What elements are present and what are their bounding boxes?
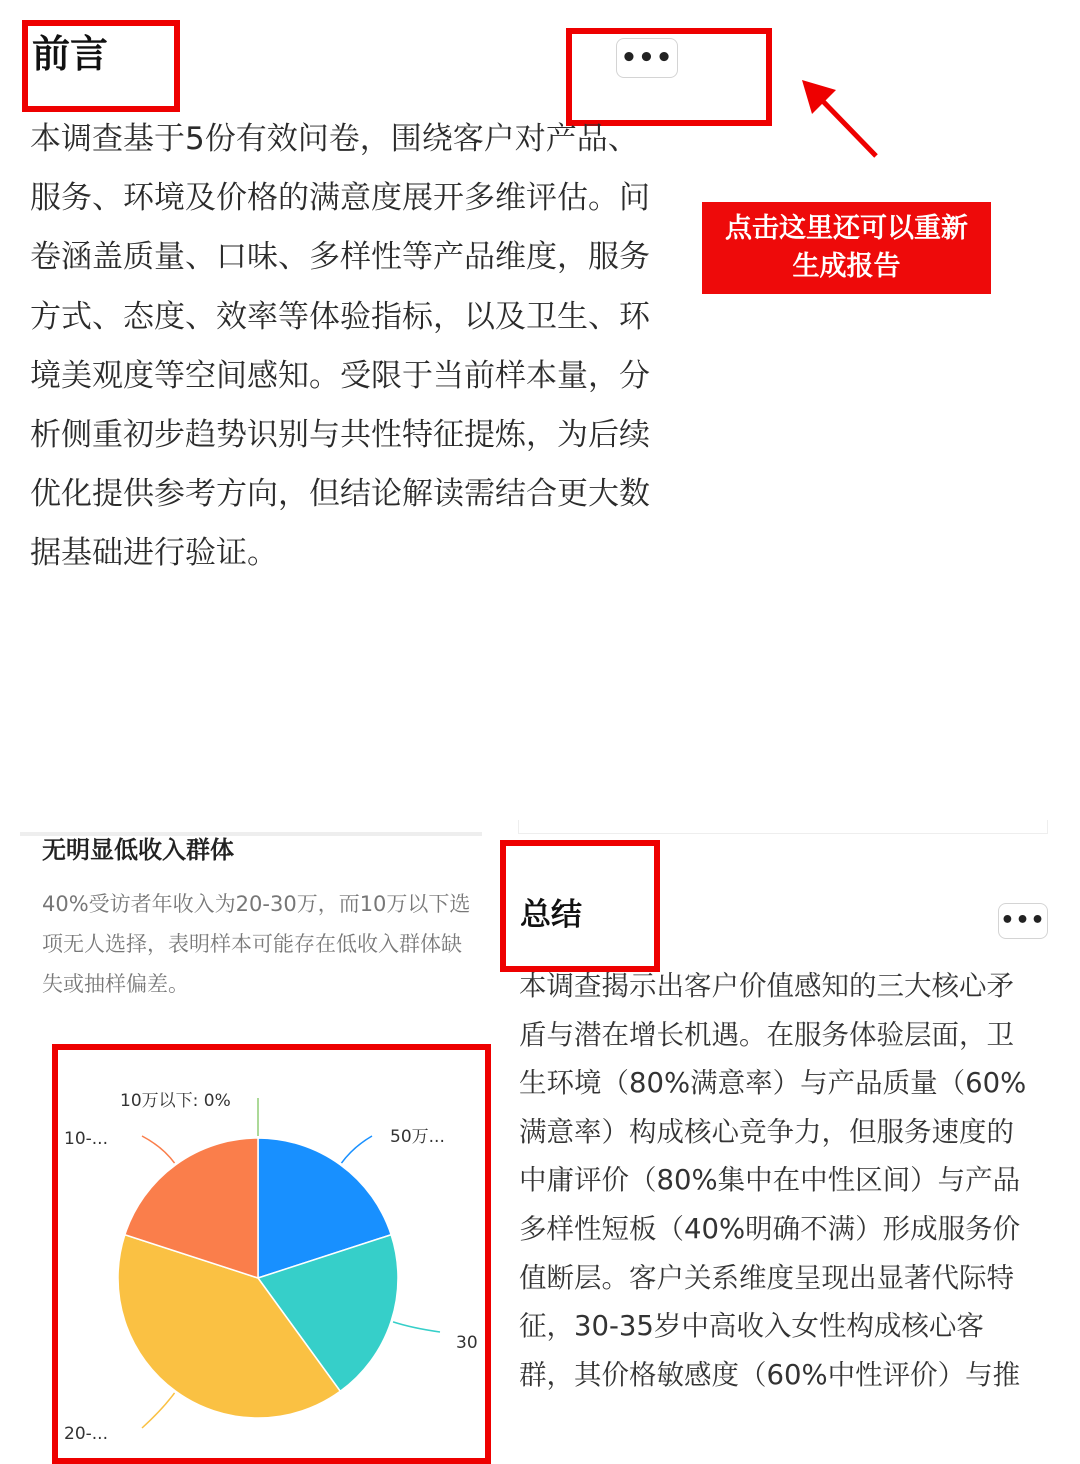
intro-body: 本调查基于5份有效问卷，围绕客户对产品、服务、环境及价格的满意度展开多维评估。问卷涵盖质量、口味、多样性等产品维度，服务方式、态度、效率等体验指标，以及卫生、环境美观度等空间感知。受限于当前样本量，分析侧重初步趋势识别与共性特征提炼，为后续优化提供参考方向，但结论解读需结合更大数据基础进行验证。 (30, 121, 650, 572)
pie-label-100k-200k: 10-... (64, 1129, 108, 1149)
summary-title: 总结 (520, 897, 582, 933)
income-pie-chart (52, 1040, 482, 1440)
pie-leader-line (341, 1136, 372, 1163)
pie-label-over-500k: 50万... (390, 1127, 445, 1147)
insight-title: 无明显低收入群体 (42, 836, 234, 864)
summary-body: 本调查揭示出客户价值感知的三大核心矛盾与潜在增长机遇。在服务体验层面，卫生环境（80%满意率）与产品质量（60%满意率）构成核心竞争力，但服务速度的中庸评价（80%集中在中性区间）与产品多样性短板（40%明确不满）形成服务价值断层。客户关系维度呈现出显著代际特征，30-35岁中高收入女性构成核心客群，其价格敏感度（60%中性评价）与推 (519, 970, 1027, 1391)
callout-arrow-icon (796, 78, 886, 162)
highlight-intro-title (22, 20, 180, 112)
pie-label-300k-500k: 30 (456, 1333, 478, 1353)
pie-leader-line (142, 1136, 175, 1163)
intro-title: 前言 (32, 32, 109, 76)
pie-leader-line (142, 1393, 175, 1428)
insight-body: 40%受访者年收入为20-30万，而10万以下选项无人选择，表明样本可能存在低收入群体缺失或抽样偏差。 (42, 892, 471, 996)
highlight-summary-title (500, 840, 660, 972)
regenerate-callout: 点击这里还可以重新生成报告 (702, 202, 991, 294)
pie-label-200k-300k: 20-... (64, 1424, 108, 1440)
pie-leader-line (393, 1322, 440, 1332)
card-divider (518, 820, 1048, 834)
summary-more-button[interactable]: ••• (998, 903, 1048, 939)
intro-more-button[interactable]: ••• (616, 38, 678, 78)
pie-label-under-100k: 10万以下: 0% (120, 1091, 231, 1111)
